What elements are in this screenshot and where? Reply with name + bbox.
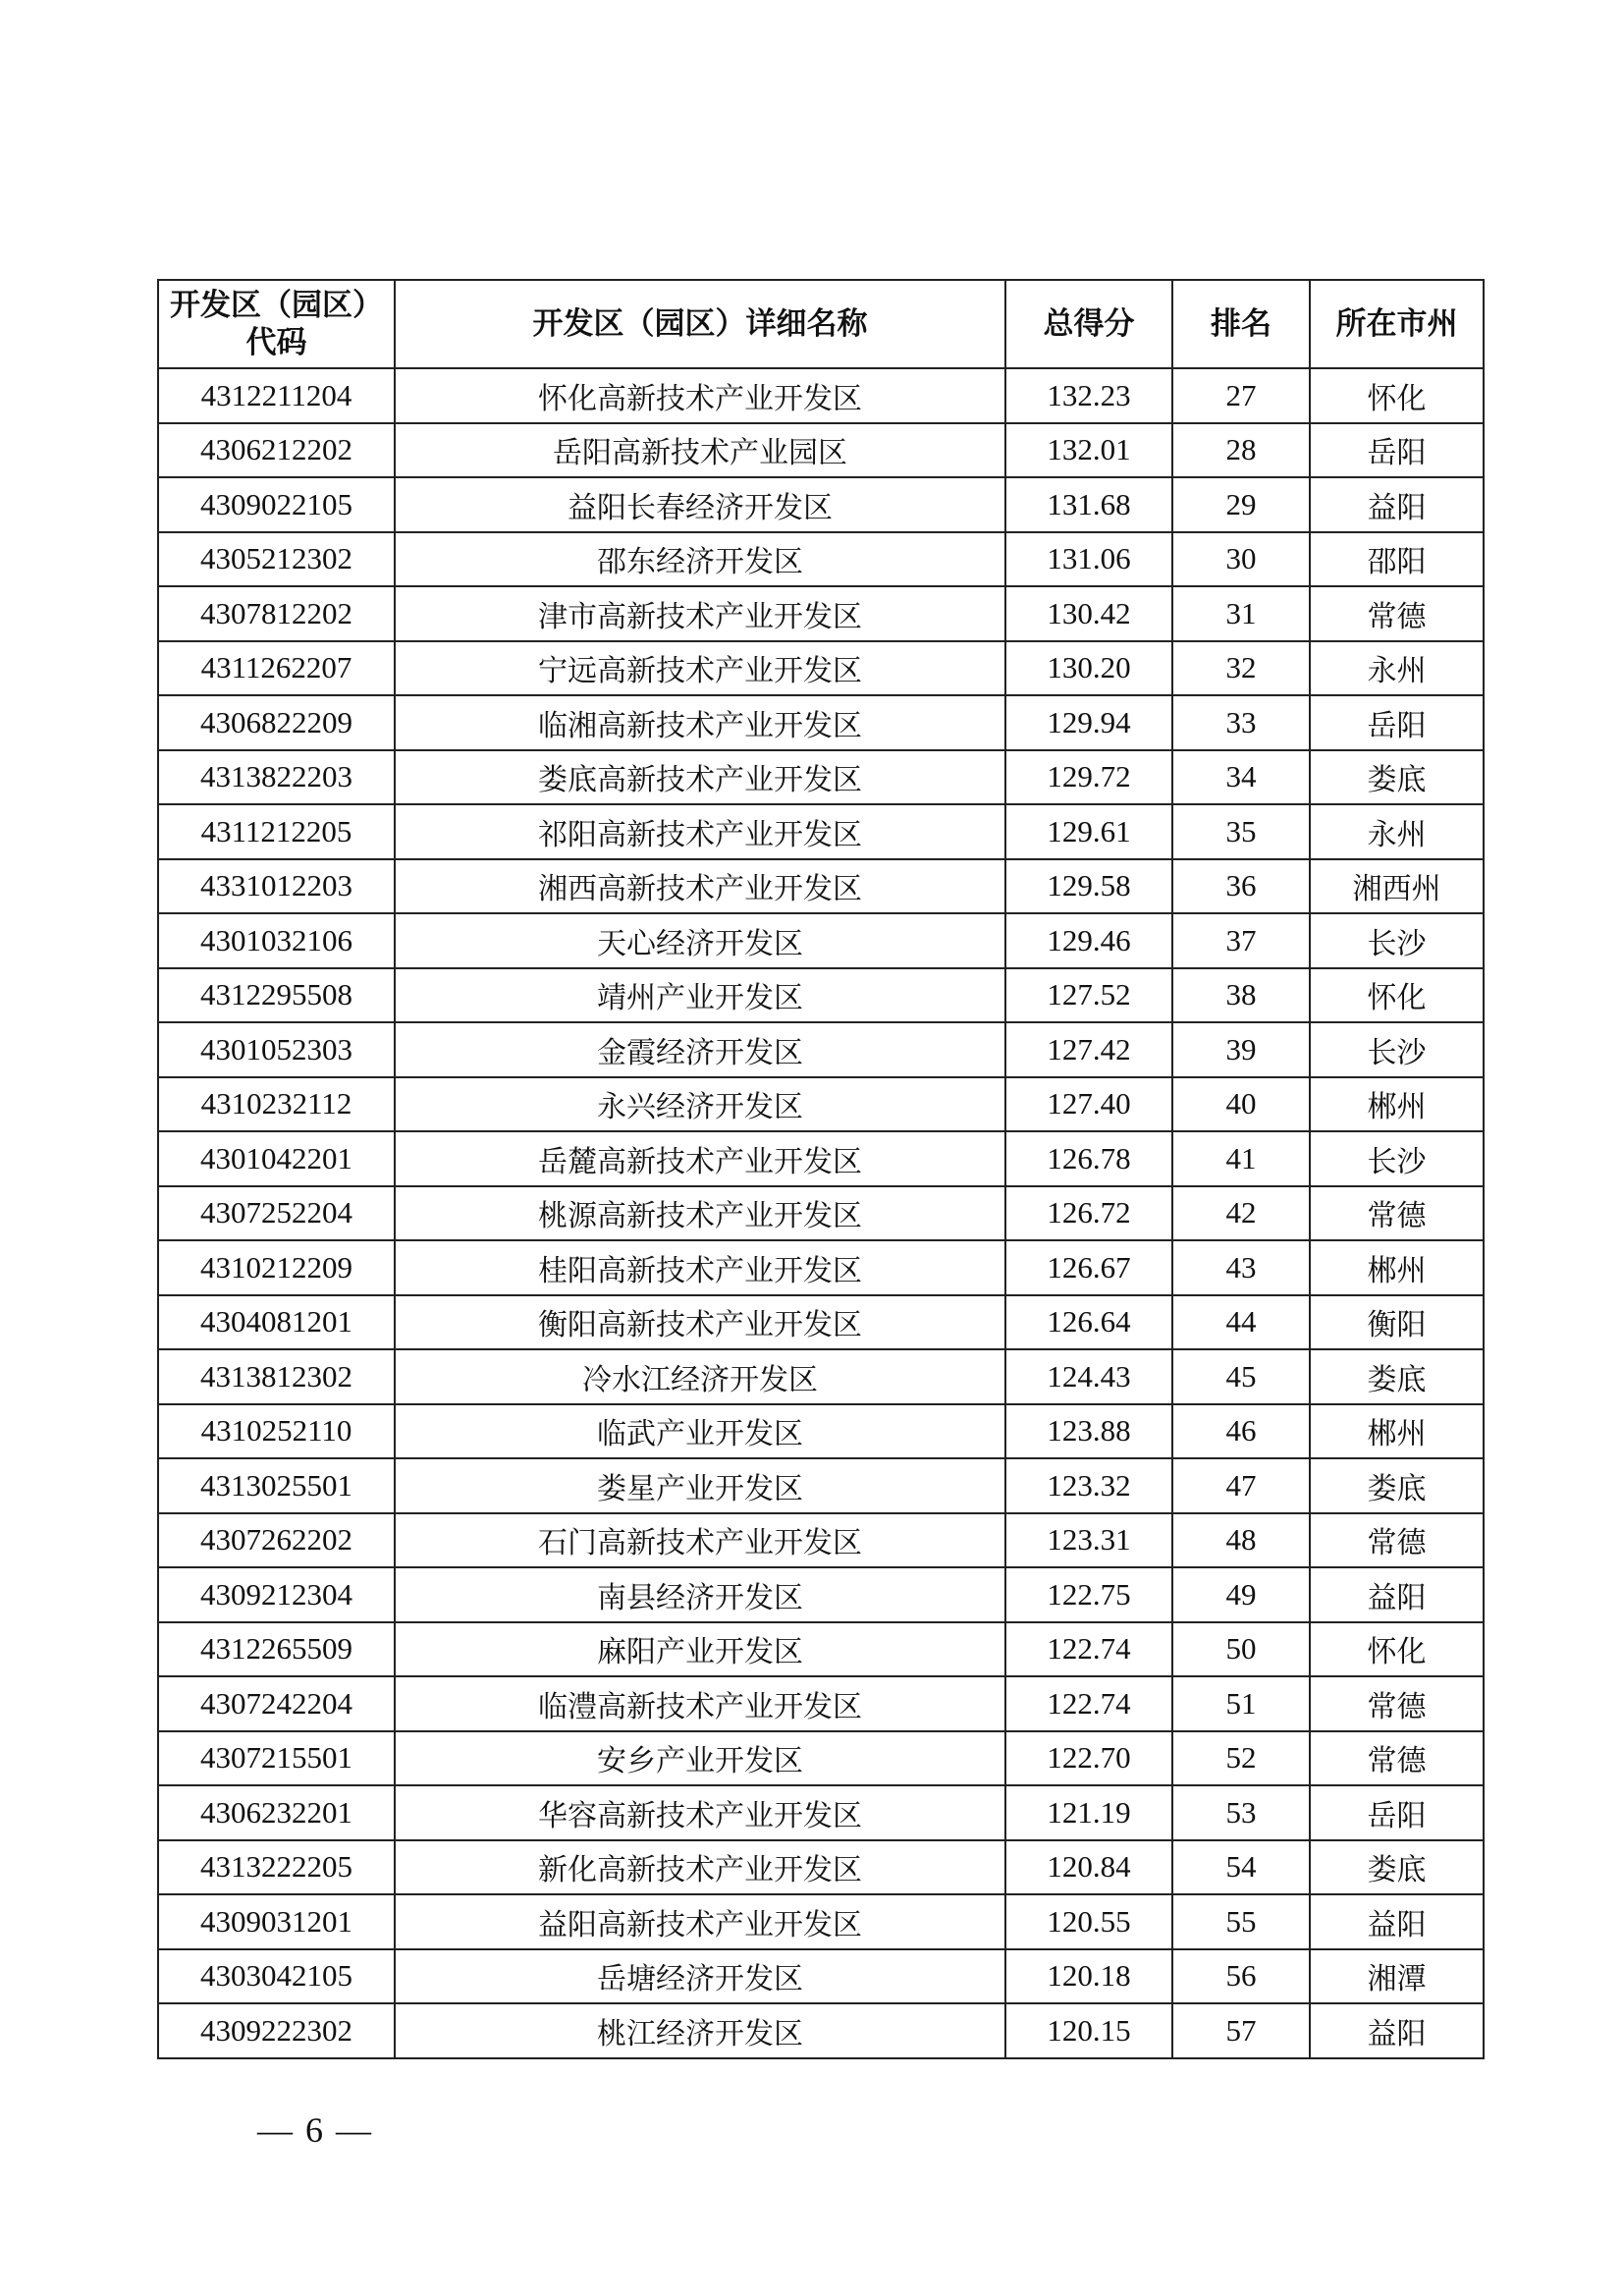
cell-rank: 47 (1172, 1458, 1310, 1513)
cell-code: 4306212202 (158, 423, 395, 478)
cell-rank: 55 (1172, 1894, 1310, 1949)
cell-score: 120.84 (1005, 1840, 1172, 1895)
cell-name: 新化高新技术产业开发区 (395, 1840, 1005, 1895)
table-row (158, 1513, 1484, 1568)
cell-rank: 31 (1172, 586, 1310, 641)
cell-score: 126.78 (1005, 1131, 1172, 1186)
cell-code: 4306232201 (158, 1785, 395, 1840)
cell-rank: 41 (1172, 1131, 1310, 1186)
cell-rank: 51 (1172, 1676, 1310, 1731)
cell-code: 4304081201 (158, 1295, 395, 1350)
cell-name: 安乡产业开发区 (395, 1731, 1005, 1786)
cell-code: 4313822203 (158, 750, 395, 805)
cell-city: 娄底 (1310, 1840, 1484, 1895)
cell-name: 冷水江经济开发区 (395, 1349, 1005, 1404)
cell-rank: 54 (1172, 1840, 1310, 1895)
cell-city: 娄底 (1310, 750, 1484, 805)
cell-score: 132.23 (1005, 368, 1172, 423)
cell-code: 4309212304 (158, 1567, 395, 1622)
cell-code: 4309222302 (158, 2003, 395, 2058)
cell-score: 121.19 (1005, 1785, 1172, 1840)
cell-city: 常德 (1310, 1186, 1484, 1241)
table-row (158, 1894, 1484, 1949)
cell-city: 湘西州 (1310, 859, 1484, 914)
cell-rank: 27 (1172, 368, 1310, 423)
cell-rank: 33 (1172, 695, 1310, 750)
cell-city: 永州 (1310, 641, 1484, 696)
cell-score: 127.42 (1005, 1022, 1172, 1077)
table-row (158, 1731, 1484, 1786)
cell-rank: 46 (1172, 1404, 1310, 1459)
cell-name: 桃源高新技术产业开发区 (395, 1186, 1005, 1241)
cell-code: 4309022105 (158, 477, 395, 532)
cell-name: 娄星产业开发区 (395, 1458, 1005, 1513)
cell-code: 4303042105 (158, 1949, 395, 2004)
cell-name: 湘西高新技术产业开发区 (395, 859, 1005, 914)
cell-code: 4313222205 (158, 1840, 395, 1895)
header-rank: 排名 (1172, 280, 1310, 368)
cell-rank: 57 (1172, 2003, 1310, 2058)
cell-name: 桃江经济开发区 (395, 2003, 1005, 2058)
cell-score: 127.40 (1005, 1077, 1172, 1132)
table-row (158, 1131, 1484, 1186)
table-row (158, 1404, 1484, 1459)
cell-name: 临澧高新技术产业开发区 (395, 1676, 1005, 1731)
header-score: 总得分 (1005, 280, 1172, 368)
cell-score: 124.43 (1005, 1349, 1172, 1404)
cell-rank: 35 (1172, 804, 1310, 859)
table-row (158, 1458, 1484, 1513)
cell-code: 4311212205 (158, 804, 395, 859)
cell-city: 郴州 (1310, 1240, 1484, 1295)
header-code: 开发区（园区）代码 (158, 280, 395, 368)
cell-code: 4306822209 (158, 695, 395, 750)
cell-score: 123.32 (1005, 1458, 1172, 1513)
cell-code: 4305212302 (158, 532, 395, 587)
table-row (158, 968, 1484, 1023)
cell-score: 131.68 (1005, 477, 1172, 532)
cell-score: 130.42 (1005, 586, 1172, 641)
cell-name: 临武产业开发区 (395, 1404, 1005, 1459)
cell-score: 126.67 (1005, 1240, 1172, 1295)
table-row (158, 423, 1484, 478)
cell-rank: 28 (1172, 423, 1310, 478)
cell-city: 常德 (1310, 586, 1484, 641)
table-row (158, 1240, 1484, 1295)
cell-code: 4312265509 (158, 1622, 395, 1677)
cell-code: 4313025501 (158, 1458, 395, 1513)
cell-rank: 45 (1172, 1349, 1310, 1404)
cell-code: 4307812202 (158, 586, 395, 641)
cell-rank: 40 (1172, 1077, 1310, 1132)
cell-rank: 53 (1172, 1785, 1310, 1840)
cell-rank: 29 (1172, 477, 1310, 532)
table-row (158, 859, 1484, 914)
cell-score: 129.61 (1005, 804, 1172, 859)
cell-code: 4311262207 (158, 641, 395, 696)
table-row (158, 532, 1484, 587)
table-row (158, 2003, 1484, 2058)
cell-name: 天心经济开发区 (395, 913, 1005, 968)
cell-code: 4301042201 (158, 1131, 395, 1186)
cell-code: 4310232112 (158, 1077, 395, 1132)
cell-score: 123.31 (1005, 1513, 1172, 1568)
header-name: 开发区（园区）详细名称 (395, 280, 1005, 368)
cell-city: 长沙 (1310, 913, 1484, 968)
cell-city: 怀化 (1310, 968, 1484, 1023)
cell-city: 常德 (1310, 1731, 1484, 1786)
table-row (158, 695, 1484, 750)
cell-rank: 30 (1172, 532, 1310, 587)
cell-score: 126.72 (1005, 1186, 1172, 1241)
cell-rank: 34 (1172, 750, 1310, 805)
cell-rank: 42 (1172, 1186, 1310, 1241)
cell-name: 祁阳高新技术产业开发区 (395, 804, 1005, 859)
cell-name: 华容高新技术产业开发区 (395, 1785, 1005, 1840)
cell-rank: 32 (1172, 641, 1310, 696)
table-row (158, 1785, 1484, 1840)
cell-city: 益阳 (1310, 2003, 1484, 2058)
cell-name: 津市高新技术产业开发区 (395, 586, 1005, 641)
cell-code: 4312211204 (158, 368, 395, 423)
cell-name: 宁远高新技术产业开发区 (395, 641, 1005, 696)
table-row (158, 1022, 1484, 1077)
cell-city: 怀化 (1310, 368, 1484, 423)
cell-name: 怀化高新技术产业开发区 (395, 368, 1005, 423)
table-header (158, 280, 1484, 368)
table-row (158, 641, 1484, 696)
table-row (158, 586, 1484, 641)
cell-code: 4301032106 (158, 913, 395, 968)
table-row (158, 1622, 1484, 1677)
cell-city: 邵阳 (1310, 532, 1484, 587)
cell-rank: 52 (1172, 1731, 1310, 1786)
cell-score: 122.75 (1005, 1567, 1172, 1622)
cell-code: 4312295508 (158, 968, 395, 1023)
cell-name: 金霞经济开发区 (395, 1022, 1005, 1077)
table-row (158, 750, 1484, 805)
table-body (158, 368, 1484, 2058)
cell-code: 4309031201 (158, 1894, 395, 1949)
cell-name: 岳阳高新技术产业园区 (395, 423, 1005, 478)
cell-name: 临湘高新技术产业开发区 (395, 695, 1005, 750)
cell-code: 4307262202 (158, 1513, 395, 1568)
table-row (158, 1349, 1484, 1404)
ranking-table (157, 279, 1485, 2059)
header-city: 所在市州 (1310, 280, 1484, 368)
cell-rank: 56 (1172, 1949, 1310, 2004)
cell-name: 麻阳产业开发区 (395, 1622, 1005, 1677)
cell-code: 4307215501 (158, 1731, 395, 1786)
cell-score: 120.55 (1005, 1894, 1172, 1949)
cell-code: 4310252110 (158, 1404, 395, 1459)
cell-rank: 39 (1172, 1022, 1310, 1077)
cell-score: 129.72 (1005, 750, 1172, 805)
cell-score: 129.58 (1005, 859, 1172, 914)
cell-name: 益阳长春经济开发区 (395, 477, 1005, 532)
cell-score: 122.74 (1005, 1622, 1172, 1677)
cell-city: 长沙 (1310, 1022, 1484, 1077)
cell-name: 石门高新技术产业开发区 (395, 1513, 1005, 1568)
cell-code: 4307252204 (158, 1186, 395, 1241)
cell-score: 126.64 (1005, 1295, 1172, 1350)
table-row (158, 1186, 1484, 1241)
cell-city: 益阳 (1310, 477, 1484, 532)
cell-city: 郴州 (1310, 1404, 1484, 1459)
cell-code: 4307242204 (158, 1676, 395, 1731)
cell-name: 邵东经济开发区 (395, 532, 1005, 587)
cell-score: 123.88 (1005, 1404, 1172, 1459)
cell-city: 湘潭 (1310, 1949, 1484, 2004)
cell-city: 益阳 (1310, 1894, 1484, 1949)
cell-rank: 36 (1172, 859, 1310, 914)
cell-rank: 50 (1172, 1622, 1310, 1677)
cell-city: 长沙 (1310, 1131, 1484, 1186)
table-row (158, 1840, 1484, 1895)
cell-code: 4310212209 (158, 1240, 395, 1295)
cell-score: 120.15 (1005, 2003, 1172, 2058)
cell-name: 南县经济开发区 (395, 1567, 1005, 1622)
cell-name: 衡阳高新技术产业开发区 (395, 1295, 1005, 1350)
cell-city: 岳阳 (1310, 1785, 1484, 1840)
table-row (158, 1567, 1484, 1622)
cell-city: 岳阳 (1310, 423, 1484, 478)
cell-city: 常德 (1310, 1513, 1484, 1568)
cell-code: 4331012203 (158, 859, 395, 914)
header-row (158, 280, 1484, 368)
cell-rank: 48 (1172, 1513, 1310, 1568)
cell-city: 永州 (1310, 804, 1484, 859)
table-row (158, 1295, 1484, 1350)
cell-score: 122.70 (1005, 1731, 1172, 1786)
cell-city: 怀化 (1310, 1622, 1484, 1677)
cell-city: 娄底 (1310, 1458, 1484, 1513)
cell-name: 岳麓高新技术产业开发区 (395, 1131, 1005, 1186)
table-row (158, 368, 1484, 423)
cell-name: 桂阳高新技术产业开发区 (395, 1240, 1005, 1295)
page-number: — 6 — (257, 2110, 373, 2150)
table-row (158, 1676, 1484, 1731)
cell-score: 127.52 (1005, 968, 1172, 1023)
cell-score: 131.06 (1005, 532, 1172, 587)
cell-name: 岳塘经济开发区 (395, 1949, 1005, 2004)
cell-rank: 37 (1172, 913, 1310, 968)
table-row (158, 1949, 1484, 2004)
table-row (158, 1077, 1484, 1132)
table-row (158, 477, 1484, 532)
cell-score: 130.20 (1005, 641, 1172, 696)
table-row (158, 804, 1484, 859)
cell-score: 122.74 (1005, 1676, 1172, 1731)
cell-name: 永兴经济开发区 (395, 1077, 1005, 1132)
cell-score: 120.18 (1005, 1949, 1172, 2004)
cell-name: 益阳高新技术产业开发区 (395, 1894, 1005, 1949)
cell-city: 岳阳 (1310, 695, 1484, 750)
cell-city: 衡阳 (1310, 1295, 1484, 1350)
cell-city: 娄底 (1310, 1349, 1484, 1404)
cell-name: 娄底高新技术产业开发区 (395, 750, 1005, 805)
table-row (158, 913, 1484, 968)
cell-name: 靖州产业开发区 (395, 968, 1005, 1023)
cell-score: 129.46 (1005, 913, 1172, 968)
cell-score: 129.94 (1005, 695, 1172, 750)
cell-score: 132.01 (1005, 423, 1172, 478)
cell-rank: 43 (1172, 1240, 1310, 1295)
cell-code: 4313812302 (158, 1349, 395, 1404)
cell-rank: 38 (1172, 968, 1310, 1023)
cell-city: 常德 (1310, 1676, 1484, 1731)
cell-rank: 49 (1172, 1567, 1310, 1622)
cell-city: 益阳 (1310, 1567, 1484, 1622)
cell-rank: 44 (1172, 1295, 1310, 1350)
cell-code: 4301052303 (158, 1022, 395, 1077)
cell-city: 郴州 (1310, 1077, 1484, 1132)
